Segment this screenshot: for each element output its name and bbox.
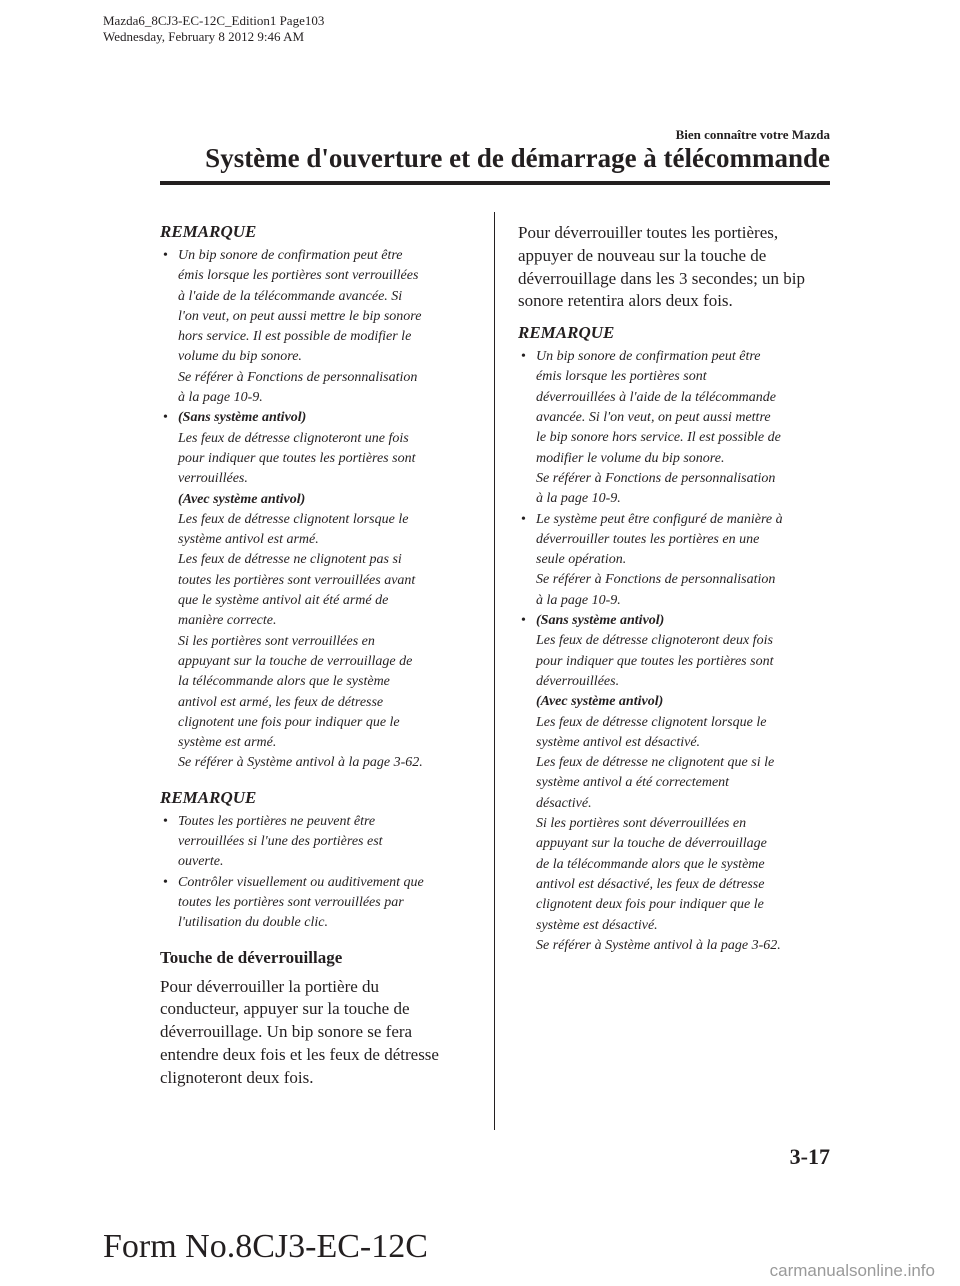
note-list xyxy=(160,812,472,934)
note-line: Le système peut être configuré de manière à xyxy=(536,511,783,527)
note-line: pour indiquer que toutes les portières sont xyxy=(536,653,774,669)
note-heading: REMARQUE xyxy=(160,787,257,807)
note-line: antivol est désactivé, les feux de détresse xyxy=(536,876,765,892)
note-line: Si les portières sont déverrouillées en xyxy=(536,816,747,832)
note-line: à la page 10-9. xyxy=(536,491,621,507)
note-line: clignotent deux fois pour indiquer que le xyxy=(536,897,764,913)
note-item xyxy=(160,246,472,408)
note-line: le bip sonore hors service. Il est possible de xyxy=(536,430,781,446)
section-subheading: Touche de déverrouillage xyxy=(160,947,343,967)
note-item xyxy=(518,611,830,956)
note-line: verrouillées. xyxy=(178,471,248,487)
print-date-line: Wednesday, February 8 2012 9:46 AM xyxy=(103,29,305,44)
note-line: Si les portières sont verrouillées en xyxy=(178,633,375,649)
note-line: Se référer à Système antivol à la page 3-62. xyxy=(536,937,781,953)
note-line: système antivol est armé. xyxy=(178,532,319,548)
paragraph-line: déverrouillage dans les 3 secondes; un bip xyxy=(518,268,806,288)
note-line: Toutes les portières ne peuvent être xyxy=(178,813,376,829)
note-list xyxy=(518,347,830,956)
note-line: modifier le volume du bip sonore. xyxy=(536,450,725,466)
paragraph-line: clignoteront deux fois. xyxy=(160,1067,314,1087)
note-line: l'utilisation du double clic. xyxy=(178,915,328,931)
note-line: de la télécommande alors que le système xyxy=(536,856,765,872)
note-subheading: (Sans système antivol) xyxy=(178,410,307,426)
print-file-line: Mazda6_8CJ3-EC-12C_Edition1 Page103 xyxy=(103,13,325,28)
note-line: Les feux de détresse clignoteront deux fois xyxy=(536,633,773,649)
note-line: Les feux de détresse ne clignotent que si le xyxy=(536,755,775,771)
note-line: Se référer à Fonctions de personnalisation xyxy=(536,572,776,588)
note-line: émis lorsque les portières sont xyxy=(536,369,707,385)
note-item xyxy=(160,812,472,873)
body-paragraph xyxy=(518,222,830,313)
note-heading: REMARQUE xyxy=(518,323,615,343)
note-line: seule opération. xyxy=(536,552,627,568)
bullet-icon: • xyxy=(163,874,168,890)
paragraph-line: déverrouillage. Un bip sonore se fera xyxy=(160,1022,413,1042)
title-rule xyxy=(160,181,830,185)
note-list xyxy=(160,246,472,774)
paragraph-line: sonore retentira alors deux fois. xyxy=(518,291,733,311)
print-metadata xyxy=(103,13,324,45)
bullet-icon: • xyxy=(163,248,168,263)
note-line: l'on veut, on peut aussi mettre le bip sonore xyxy=(178,308,422,324)
note-line: volume du bip sonore. xyxy=(178,349,302,365)
note-heading: REMARQUE xyxy=(160,222,257,241)
bullet-icon: • xyxy=(163,813,168,829)
note-item xyxy=(160,873,472,934)
note-line: avancée. Si l'on veut, on peut aussi mettre xyxy=(536,410,771,426)
paragraph-line: Pour déverrouiller toutes les portières, xyxy=(518,223,779,242)
note-line: Les feux de détresse clignotent lorsque le xyxy=(178,511,409,527)
right-column xyxy=(518,222,830,970)
form-number: Form No.8CJ3-EC-12C xyxy=(103,1228,428,1265)
note-line: déverrouillées. xyxy=(536,673,620,689)
bullet-icon: • xyxy=(521,511,526,527)
note-line: système est armé. xyxy=(178,735,277,751)
note-line: toutes les portières sont verrouillées avant xyxy=(178,572,416,588)
note-line: Se référer à Fonctions de personnalisation xyxy=(536,470,776,486)
section-label: Bien connaître votre Mazda xyxy=(675,127,830,142)
paragraph-line: Pour déverrouiller la portière du xyxy=(160,976,380,996)
note-line: système est désactivé. xyxy=(536,917,658,933)
watermark: carmanualsonline.info xyxy=(769,1261,935,1280)
note-line: que le système antivol ait été armé de xyxy=(178,593,389,609)
note-line: Se référer à Fonctions de personnalisation xyxy=(178,369,418,385)
page-number: 3-17 xyxy=(789,1144,830,1169)
note-line: Se référer à Système antivol à la page 3-62. xyxy=(178,755,423,771)
note-line: système antivol a été correctement xyxy=(536,775,730,791)
note-line: appuyant sur la touche de déverrouillage xyxy=(536,836,767,852)
note-subheading: (Sans système antivol) xyxy=(536,613,665,629)
note-line: pour indiquer que toutes les portières sont xyxy=(178,450,416,466)
note-subheading: (Avec système antivol) xyxy=(536,694,664,710)
note-item xyxy=(518,510,830,611)
body-paragraph xyxy=(160,976,472,1090)
note-line: appuyant sur la touche de verrouillage de xyxy=(178,653,413,669)
note-line: Les feux de détresse clignoteront une fois xyxy=(178,430,409,446)
note-item xyxy=(160,408,472,773)
left-column xyxy=(160,222,472,1099)
page-title: Système d'ouverture et de démarrage à télécommande xyxy=(205,143,830,173)
note-item xyxy=(518,347,830,509)
note-line: antivol est armé, les feux de détresse xyxy=(178,694,384,710)
note-line: Les feux de détresse clignotent lorsque le xyxy=(536,714,767,730)
note-line: Contrôler visuellement ou auditivement que xyxy=(178,874,424,890)
note-line: manière correcte. xyxy=(178,613,277,629)
note-line: à l'aide de la télécommande avancée. Si xyxy=(178,288,403,304)
note-line: toutes les portières sont verrouillées par xyxy=(178,894,404,910)
note-line: hors service. Il est possible de modifier le xyxy=(178,329,412,345)
note-line: déverrouiller toutes les portières en une xyxy=(536,531,760,547)
paragraph-line: appuyer de nouveau sur la touche de xyxy=(518,245,767,265)
note-line: désactivé. xyxy=(536,795,592,811)
note-subheading: (Avec système antivol) xyxy=(178,491,306,507)
note-line: à la page 10-9. xyxy=(536,592,621,608)
note-line: ouverte. xyxy=(178,854,224,870)
bullet-icon: • xyxy=(521,349,526,365)
note-line: système antivol est désactivé. xyxy=(536,734,701,750)
note-line: Un bip sonore de confirmation peut être xyxy=(536,349,761,365)
paragraph-line: conducteur, appuyer sur la touche de xyxy=(160,999,410,1019)
paragraph-line: entendre deux fois et les feux de détresse xyxy=(160,1044,439,1064)
note-line: Un bip sonore de confirmation peut être xyxy=(178,248,403,263)
note-line: émis lorsque les portières sont verrouillées xyxy=(178,268,419,284)
note-line: clignotent une fois pour indiquer que le xyxy=(178,714,400,730)
note-line: Les feux de détresse ne clignotent pas si xyxy=(178,552,402,568)
bullet-icon: • xyxy=(521,613,526,629)
note-line: la télécommande alors que le système xyxy=(178,674,390,690)
note-line: déverrouillées à l'aide de la télécommande xyxy=(536,389,777,405)
bullet-icon: • xyxy=(163,410,168,426)
note-line: verrouillées si l'une des portières est xyxy=(178,834,383,850)
note-line: à la page 10-9. xyxy=(178,390,263,406)
column-divider xyxy=(494,212,495,1130)
